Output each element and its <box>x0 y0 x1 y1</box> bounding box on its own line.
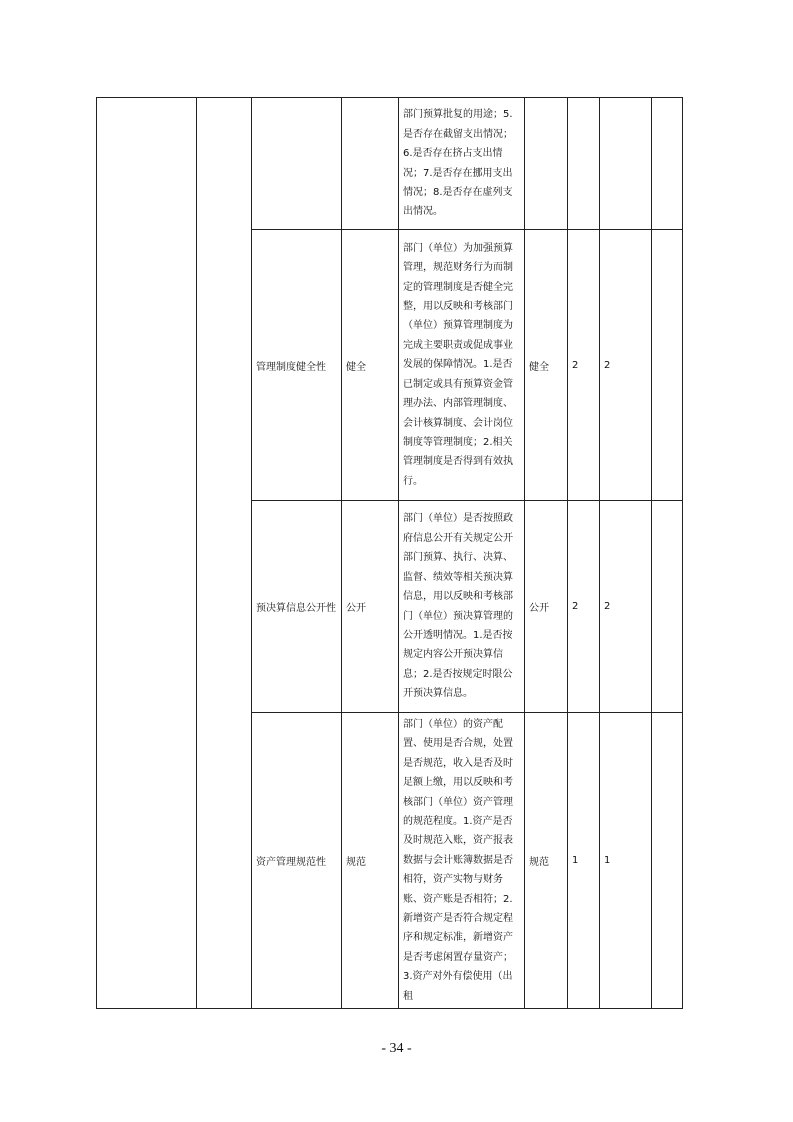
indicator-name-cell <box>252 98 342 230</box>
indicator-name-cell: 资产管理规范性 <box>252 713 342 1009</box>
score-cell <box>600 98 652 230</box>
result-cell: 公开 <box>525 501 568 713</box>
indicator-value-cell: 健全 <box>342 230 399 501</box>
result-cell <box>525 98 568 230</box>
indicator-description-cell: 部门（单位）是否按照政府信息公开有关规定公开部门预算、执行、决算、监督、绩效等相关预决算信息，用以反映和考核部门（单位）预决算管理的公开透明情况。1.是否按规定内容公开预决算信息；2.是否按规定时限公开预决算信息。 <box>399 501 525 713</box>
score-cell: 1 <box>600 713 652 1009</box>
indicator-name-cell: 管理制度健全性 <box>252 230 342 501</box>
remarks-cell <box>652 501 683 713</box>
indicator-description-cell: 部门（单位）的资产配置、使用是否合规，处置是否规范，收入是否及时足额上缴，用以反映和考核部门（单位）资产管理的规范程度。1.资产是否及时规范入账，资产报表数据与会计账簿数据是否相符，资产实物与财务账、资产账是否相符；2.新增资产是否符合规定程序和规定标准，新增资产是否考虑闲置存量资产；3.资产对外有偿使用（出租 <box>399 713 525 1009</box>
page-number: - 34 - <box>381 1041 412 1056</box>
result-cell: 规范 <box>525 713 568 1009</box>
score-cell: 2 <box>600 230 652 501</box>
score-cell: 2 <box>600 501 652 713</box>
result-cell: 健全 <box>525 230 568 501</box>
weight-cell <box>568 98 600 230</box>
weight-cell: 2 <box>568 501 600 713</box>
table-row <box>97 98 683 230</box>
indicator-value-cell: 规范 <box>342 713 399 1009</box>
weight-cell: 1 <box>568 713 600 1009</box>
weight-cell: 2 <box>568 230 600 501</box>
indicator-name-cell: 预决算信息公开性 <box>252 501 342 713</box>
evaluation-table <box>96 97 683 1009</box>
indicator-description-cell: 部门（单位）为加强预算管理，规范财务行为而制定的管理制度是否健全完整，用以反映和考核部门（单位）预算管理制度为完成主要职责或促成事业发展的保障情况。1.是否已制定或具有预算资金管理办法、内部管理制度、会计核算制度、会计岗位制度等管理制度；2.相关管理制度是否得到有效执行。 <box>399 230 525 501</box>
remarks-cell <box>652 713 683 1009</box>
indicator-value-cell: 公开 <box>342 501 399 713</box>
remarks-cell <box>652 230 683 501</box>
level1-indicator-cell <box>97 98 197 1009</box>
level2-indicator-cell <box>197 98 252 1009</box>
indicator-description-cell: 部门预算批复的用途；5.是否存在截留支出情况；6.是否存在挤占支出情况；7.是否存在挪用支出情况；8.是否存在虚列支出情况。 <box>399 98 525 230</box>
indicator-value-cell <box>342 98 399 230</box>
remarks-cell <box>652 98 683 230</box>
